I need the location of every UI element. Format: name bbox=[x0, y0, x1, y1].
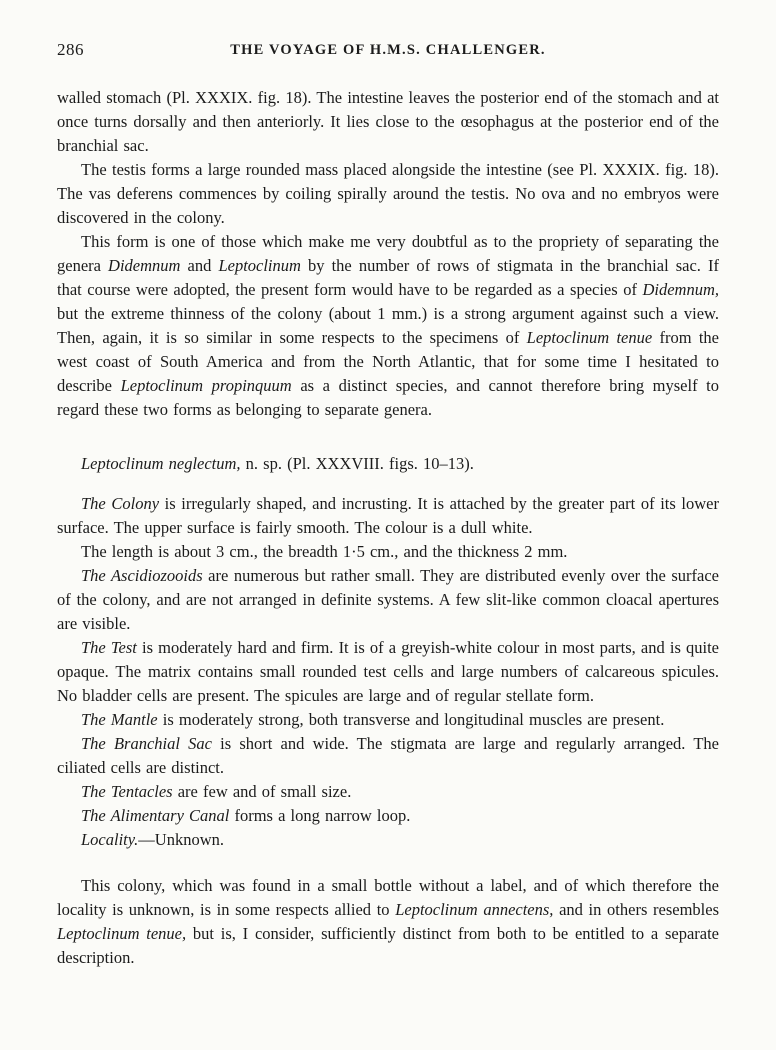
text-run: This form is one of those which make me very doubtful as to the propriety of separating the genera bbox=[57, 232, 719, 275]
paragraph bbox=[57, 492, 719, 540]
running-head-title: THE VOYAGE OF H.M.S. CHALLENGER. bbox=[230, 42, 546, 58]
text-run: forms a long narrow loop. bbox=[229, 806, 411, 825]
text-run: This colony, which was found in a small bottle without a label, and of which therefore the locality is unknown, is in some respects allied to bbox=[57, 876, 719, 919]
text-run: walled stomach (Pl. XXXIX. fig. 18). The intestine leaves the posterior end of the stomach and at once turns dorsally and then anteriorly. It lies close to the œsophagus at the posterior end of the branchial sac. bbox=[57, 88, 719, 155]
italic-text-run: The Colony bbox=[81, 494, 160, 513]
paragraph bbox=[57, 230, 719, 422]
text-run: as a distinct species, and cannot therefore bring myself to regard these two forms as belonging to separate genera. bbox=[57, 376, 719, 419]
text-run: are numerous but rather small. They are distributed evenly over the surface of the colony, and are not arranged in definite systems. A few slit-like common cloacal apertures are visible. bbox=[57, 566, 719, 633]
text-run: by the number of rows of stigmata in the branchial sac. If that course were adopted, the present form would have to be regarded as a species of bbox=[57, 256, 719, 299]
paragraph bbox=[57, 564, 719, 636]
paragraph bbox=[57, 732, 719, 780]
page-body bbox=[57, 86, 719, 970]
text-run: The length is about 3 cm., the breadth 1·5 cm., and the thickness 2 mm. bbox=[81, 542, 568, 561]
paragraph bbox=[57, 540, 719, 564]
text-run: is moderately strong, both transverse and longitudinal muscles are present. bbox=[157, 710, 665, 729]
running-head bbox=[57, 40, 719, 64]
paragraph bbox=[57, 874, 719, 970]
text-run: n. sp. (Pl. XXXVIII. figs. 10–13). bbox=[240, 454, 474, 473]
text-run: —Unknown. bbox=[138, 830, 225, 849]
paragraph bbox=[57, 86, 719, 158]
paragraph bbox=[57, 780, 719, 804]
text-run: is moderately hard and firm. It is of a greyish-white colour in most parts, and is quite opaque. The matrix contains small rounded test cells and large numbers of calcareous spicules. No bladder cells are present. The spicules are large and of regular stellate form. bbox=[57, 638, 719, 705]
text-run: are few and of small size. bbox=[172, 782, 352, 801]
paragraph bbox=[57, 636, 719, 708]
italic-text-run: The Tentacles bbox=[81, 782, 173, 801]
text-run: but is, I consider, sufficiently distinct from both to be entitled to a separate description. bbox=[57, 924, 719, 967]
text-run: is irregularly shaped, and incrusting. It is attached by the greater part of its lower surface. The upper surface is fairly smooth. The colour is a dull white. bbox=[57, 494, 719, 537]
text-run: from the west coast of South America and from the North Atlantic, that for some time I hesitated to describe bbox=[57, 328, 720, 395]
page-number: 286 bbox=[57, 40, 84, 59]
text-run: and in others resembles bbox=[553, 900, 719, 919]
text-run: is short and wide. The stigmata are large and regularly arranged. The ciliated cells are distinct. bbox=[57, 734, 719, 777]
italic-text-run: Leptoclinum tenue, bbox=[57, 924, 187, 943]
italic-text-run: Didemnum, bbox=[642, 280, 719, 299]
paragraph bbox=[57, 828, 719, 852]
italic-text-run: The Branchial Sac bbox=[81, 734, 212, 753]
italic-text-run: Leptoclinum bbox=[218, 256, 301, 275]
italic-text-run: Didemnum bbox=[108, 256, 181, 275]
paragraph bbox=[57, 158, 719, 230]
paragraph bbox=[57, 804, 719, 828]
italic-text-run: The Test bbox=[81, 638, 137, 657]
section-heading bbox=[57, 452, 719, 476]
italic-text-run: Leptoclinum tenue bbox=[526, 328, 653, 347]
italic-text-run: Locality. bbox=[81, 830, 139, 849]
italic-text-run: Leptoclinum propinquum bbox=[120, 376, 292, 395]
italic-text-run: Leptoclinum annectens, bbox=[395, 900, 554, 919]
text-run: The testis forms a large rounded mass placed alongside the intestine (see Pl. XXXIX. fig. 18). The vas deferens commences by coiling spirally around the testis. No ova and no embryos were discovered in the colony. bbox=[57, 160, 719, 227]
italic-text-run: Leptoclinum neglectum, bbox=[81, 454, 241, 473]
italic-text-run: The Mantle bbox=[81, 710, 158, 729]
text-run: but the extreme thinness of the colony (about 1 mm.) is a strong argument against such a view. Then, again, it is so similar in some respects to the specimens of bbox=[57, 304, 719, 347]
italic-text-run: The Alimentary Canal bbox=[81, 806, 230, 825]
italic-text-run: The Ascidiozooids bbox=[81, 566, 203, 585]
paragraph bbox=[57, 708, 719, 732]
text-run: and bbox=[180, 256, 219, 275]
